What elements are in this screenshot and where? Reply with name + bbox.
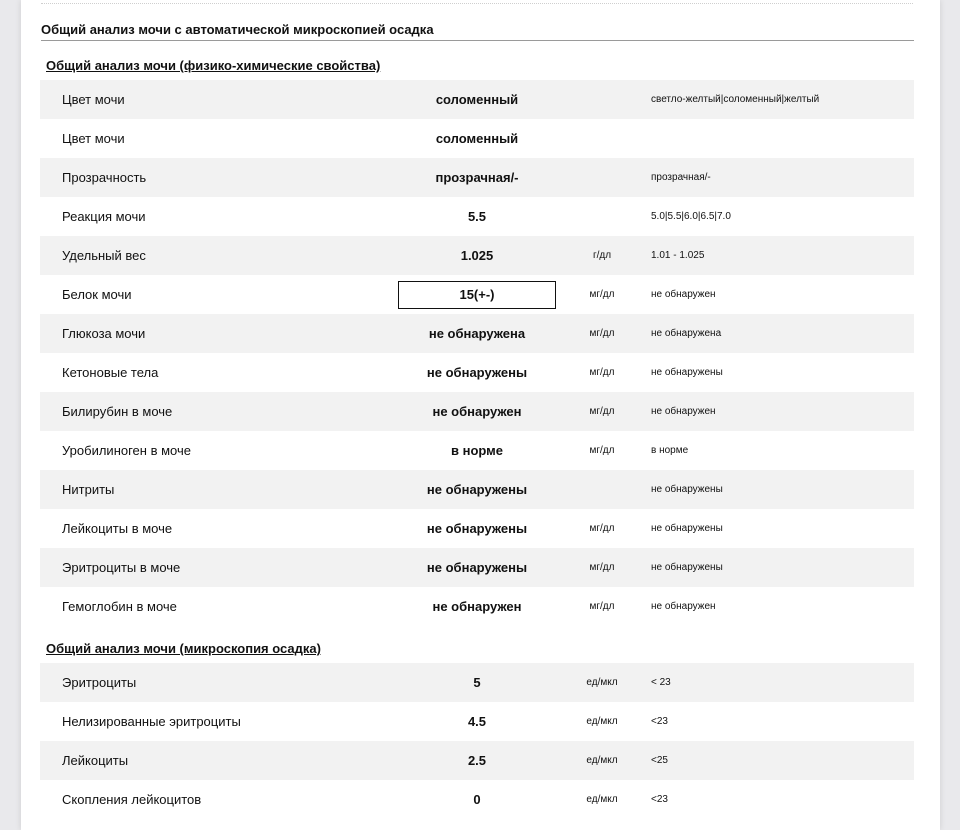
test-name: Кетоновые тела [62, 365, 159, 380]
test-name: Скопления лейкоцитов [62, 792, 202, 807]
test-value: прозрачная/- [435, 170, 519, 185]
test-value: не обнаружены [426, 365, 528, 380]
test-unit: ед/мкл [586, 794, 618, 805]
reference-range: <23 [651, 716, 668, 727]
table-row [40, 236, 914, 275]
test-name: Глюкоза мочи [62, 326, 146, 341]
test-name: Удельный вес [62, 248, 146, 263]
table-row [40, 548, 914, 587]
table-row [40, 431, 914, 470]
test-unit: мг/дл [589, 601, 615, 612]
test-name: Билирубин в моче [62, 404, 173, 419]
reference-range: светло-желтый|соломенный|желтый [651, 94, 820, 105]
test-value: в норме [450, 443, 503, 458]
test-unit: ед/мкл [586, 716, 618, 727]
test-name: Лейкоциты [62, 753, 129, 768]
table-row [40, 780, 914, 819]
reference-range: 1.01 - 1.025 [651, 250, 705, 261]
reference-range: не обнаружен [651, 601, 716, 612]
results-table-physchem [40, 80, 914, 626]
reference-range: не обнаружены [651, 562, 723, 573]
reference-range: не обнаружен [651, 406, 716, 417]
report-sheet [21, 0, 940, 830]
test-name: Эритроциты [62, 675, 137, 690]
top-divider [41, 3, 913, 4]
test-name: Реакция мочи [62, 209, 146, 224]
section-title-physchem: Общий анализ мочи (физико-химические свойства) [46, 58, 381, 73]
test-name: Цвет мочи [62, 131, 125, 146]
test-unit [580, 119, 624, 158]
table-row [40, 741, 914, 780]
test-value: не обнаружен [432, 599, 522, 614]
test-value: 2.5 [467, 753, 487, 768]
test-unit: г/дл [592, 250, 612, 261]
test-unit: мг/дл [589, 328, 615, 339]
test-name: Прозрачность [62, 170, 147, 185]
test-unit: ед/мкл [586, 677, 618, 688]
test-unit [580, 158, 624, 197]
test-name: Нитриты [62, 482, 115, 497]
test-value-cell-flagged [398, 275, 556, 314]
table-row [40, 392, 914, 431]
test-value: 1.025 [460, 248, 494, 263]
reference-range: не обнаружены [651, 523, 723, 534]
test-name: Цвет мочи [62, 92, 125, 107]
results-table-microscopy [40, 663, 914, 819]
document-title: Общий анализ мочи с автоматической микроскопией осадка [41, 22, 914, 41]
reference-range: прозрачная/- [651, 172, 711, 183]
test-value: соломенный [435, 92, 519, 107]
test-value: не обнаружена [428, 326, 526, 341]
table-row [40, 275, 914, 314]
table-row [40, 702, 914, 741]
test-value: 5 [473, 675, 481, 690]
test-name: Гемоглобин в моче [62, 599, 177, 614]
test-value: не обнаружены [426, 482, 528, 497]
test-unit: мг/дл [589, 523, 615, 534]
test-value: 4.5 [467, 714, 487, 729]
reference-range: не обнаружены [651, 367, 723, 378]
test-value-flagged: 15(+-) [398, 281, 556, 309]
test-unit: мг/дл [589, 289, 615, 300]
table-row [40, 119, 914, 158]
reference-range: <25 [651, 755, 668, 766]
test-unit: мг/дл [589, 406, 615, 417]
test-unit: ед/мкл [586, 755, 618, 766]
section-title-microscopy: Общий анализ мочи (микроскопия осадка) [46, 641, 321, 656]
reference-range: в норме [651, 445, 689, 456]
test-name: Лейкоциты в моче [62, 521, 173, 536]
table-row [40, 587, 914, 626]
reference-range: < 23 [651, 677, 671, 688]
test-unit: мг/дл [589, 445, 615, 456]
table-row [40, 80, 914, 119]
test-value: 0 [473, 792, 481, 807]
test-name: Нелизированные эритроциты [62, 714, 241, 729]
table-row [40, 158, 914, 197]
table-row [40, 314, 914, 353]
test-value: соломенный [435, 131, 519, 146]
reference-range: не обнаружена [651, 328, 722, 339]
test-unit: мг/дл [589, 562, 615, 573]
table-row [40, 509, 914, 548]
test-value: не обнаружены [426, 521, 528, 536]
reference-range: не обнаружен [651, 289, 716, 300]
table-row [40, 663, 914, 702]
test-name: Уробилиноген в моче [62, 443, 191, 458]
table-row [40, 353, 914, 392]
reference-range: не обнаружены [651, 484, 723, 495]
test-value: не обнаружен [432, 404, 522, 419]
reference-range: <23 [651, 794, 668, 805]
test-unit [580, 80, 624, 119]
reference-range: 5.0|5.5|6.0|6.5|7.0 [651, 211, 731, 222]
test-unit [580, 197, 624, 236]
test-unit: мг/дл [589, 367, 615, 378]
test-name: Эритроциты в моче [62, 560, 181, 575]
test-value: 5.5 [467, 209, 487, 224]
test-unit [580, 470, 624, 509]
test-value: не обнаружены [426, 560, 528, 575]
table-row [40, 197, 914, 236]
test-name: Белок мочи [62, 287, 132, 302]
table-row [40, 470, 914, 509]
